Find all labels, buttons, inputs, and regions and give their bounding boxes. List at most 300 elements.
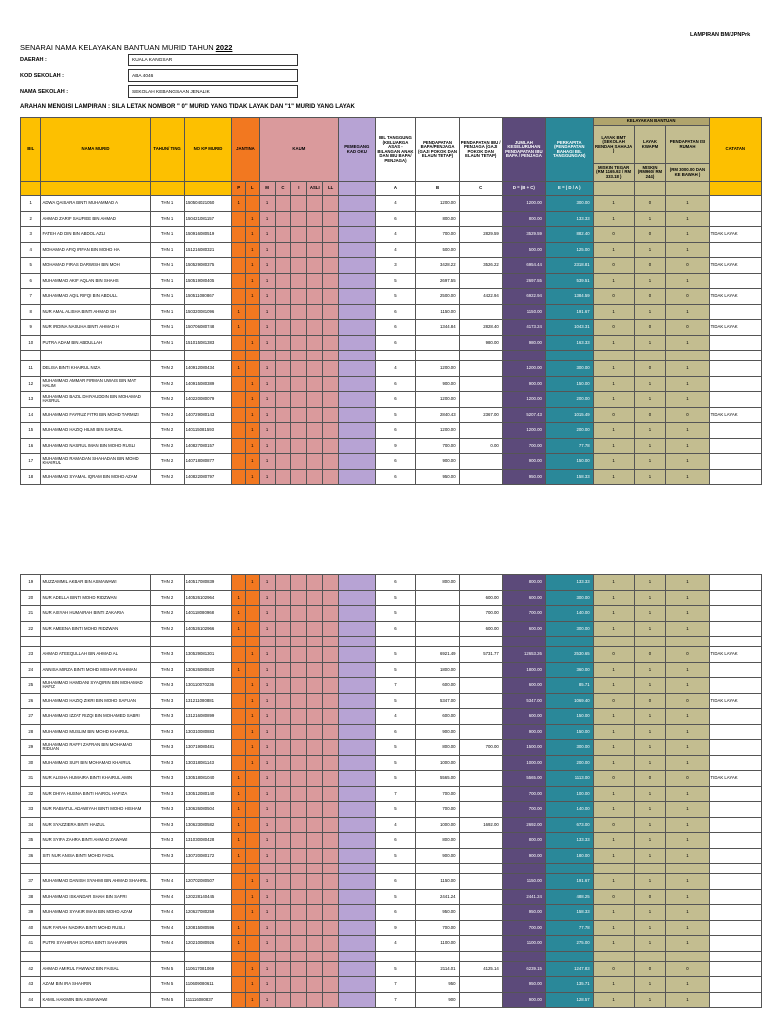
oku-cell bbox=[339, 273, 375, 289]
kaum-c-cell bbox=[275, 273, 291, 289]
kaum-i-cell bbox=[291, 802, 307, 818]
kaum-i-cell bbox=[291, 211, 307, 227]
kaum-i-cell bbox=[291, 755, 307, 771]
jantina-p-cell: 1 bbox=[232, 833, 246, 849]
jantina-l-cell: 1 bbox=[245, 335, 259, 351]
pendapatan-bapa-cell: 5347.00 bbox=[416, 693, 459, 709]
table-row bbox=[21, 454, 762, 470]
kaum-c-cell bbox=[275, 817, 291, 833]
kaum-ll-cell bbox=[323, 647, 339, 663]
jantina-l-cell: 1 bbox=[245, 647, 259, 663]
pendapatan-bapa-cell: 2697.55 bbox=[416, 273, 459, 289]
nama-sekolah-label: NAMA SEKOLAH : bbox=[20, 89, 69, 95]
kaum-ll-cell bbox=[323, 606, 339, 622]
catatan-cell bbox=[709, 905, 761, 921]
layak-kwapm-cell: 1 bbox=[634, 833, 666, 849]
table-row bbox=[21, 273, 762, 289]
table-row bbox=[21, 755, 762, 771]
jantina-l-cell: 1 bbox=[245, 423, 259, 439]
bil-tanggung-cell: 4 bbox=[375, 936, 416, 952]
jantina-p-cell bbox=[232, 905, 246, 921]
bil-cell: 29 bbox=[21, 740, 41, 756]
pendapatan-bapa-cell: 950.00 bbox=[416, 469, 459, 485]
table-row bbox=[21, 361, 762, 377]
kaum-c-cell bbox=[275, 361, 291, 377]
bil-tanggung-cell: 5 bbox=[375, 693, 416, 709]
gap-cell bbox=[666, 637, 709, 647]
jantina-p-cell: 1 bbox=[232, 606, 246, 622]
jantina-p-cell bbox=[232, 874, 246, 890]
kaum-i-cell bbox=[291, 709, 307, 725]
pendapatan-rumah-cell: 0 bbox=[666, 407, 709, 423]
kaum-ll-cell bbox=[323, 407, 339, 423]
layak-bmt-cell: 1 bbox=[593, 724, 634, 740]
layak-bmt-cell: 1 bbox=[593, 848, 634, 864]
pendapatan-rumah-cell: 1 bbox=[666, 273, 709, 289]
bil-tanggung-cell: 4 bbox=[375, 361, 416, 377]
jantina-l-cell bbox=[245, 920, 259, 936]
gap-cell bbox=[232, 864, 246, 874]
jantina-p-cell bbox=[232, 242, 246, 258]
perkapita-cell: 125.00 bbox=[545, 242, 593, 258]
perkapita-cell: 100.00 bbox=[545, 786, 593, 802]
pendapatan-rumah-cell: 1 bbox=[666, 662, 709, 678]
oku-cell bbox=[339, 304, 375, 320]
kaum-ll-cell bbox=[323, 678, 339, 694]
catatan-cell bbox=[709, 304, 761, 320]
jumlah-cell: 1800.00 bbox=[502, 662, 545, 678]
kaum-i-cell bbox=[291, 889, 307, 905]
oku-cell bbox=[339, 709, 375, 725]
jantina-p-cell bbox=[232, 647, 246, 663]
table-row bbox=[21, 320, 762, 336]
pendapatan-ibu-cell bbox=[459, 678, 502, 694]
jumlah-cell: 12653.26 bbox=[502, 647, 545, 663]
nokp-cell: 150504021050 bbox=[184, 196, 232, 212]
oku-cell bbox=[339, 575, 375, 591]
kaum-ll-cell bbox=[323, 786, 339, 802]
kaum-ll-cell bbox=[323, 304, 339, 320]
gap-cell bbox=[275, 951, 291, 961]
gap-cell bbox=[41, 951, 150, 961]
layak-kwapm-cell: 1 bbox=[634, 211, 666, 227]
tahun-cell: THN 1 bbox=[150, 304, 184, 320]
gap-cell bbox=[634, 951, 666, 961]
gap-cell bbox=[232, 351, 246, 361]
table-row bbox=[21, 992, 762, 1008]
nama-cell: KAMIL HAKIMIN BIN ASMAWAWI bbox=[41, 992, 150, 1008]
oku-cell bbox=[339, 647, 375, 663]
nama-cell: MUHAMMAD DANISH SYAHMI BIN AHMAD SHAHRIL bbox=[41, 874, 150, 890]
tahun-cell: THN 3 bbox=[150, 817, 184, 833]
bil-cell: 22 bbox=[21, 621, 41, 637]
catatan-cell bbox=[709, 575, 761, 591]
oku-cell bbox=[339, 423, 375, 439]
bil-tanggung-cell: 6 bbox=[375, 874, 416, 890]
catatan-cell: TIDAK LAYAK bbox=[709, 647, 761, 663]
perkapita-cell: 158.33 bbox=[545, 905, 593, 921]
bil-tanggung-cell: 6 bbox=[375, 724, 416, 740]
kaum-asli-cell bbox=[307, 575, 323, 591]
nokp-cell: 140118080968 bbox=[184, 606, 232, 622]
table-body-2 bbox=[21, 575, 762, 1008]
catatan-cell bbox=[709, 802, 761, 818]
perkapita-cell: 163.33 bbox=[545, 335, 593, 351]
gap-cell bbox=[634, 864, 666, 874]
nama-cell: MUHAMMAD RAFFI ZAFRAN BIN MOHAMAD RIDUAN bbox=[41, 740, 150, 756]
layak-bmt-cell: 1 bbox=[593, 606, 634, 622]
tahun-cell: THN 1 bbox=[150, 227, 184, 243]
jumlah-cell: 1200.00 bbox=[502, 423, 545, 439]
catatan-cell bbox=[709, 606, 761, 622]
perkapita-cell: 128.57 bbox=[545, 992, 593, 1008]
page-title: SENARAI NAMA KELAYAKAN BANTUAN MURID TAHUN 2022 bbox=[20, 43, 233, 52]
catatan-cell bbox=[709, 662, 761, 678]
table-row bbox=[21, 833, 762, 849]
jantina-p-cell bbox=[232, 977, 246, 993]
col-c: C bbox=[275, 182, 291, 196]
oku-cell bbox=[339, 407, 375, 423]
pendapatan-ibu-cell bbox=[459, 575, 502, 591]
kaum-c-cell bbox=[275, 905, 291, 921]
layak-kwapm-cell: 1 bbox=[634, 992, 666, 1008]
perkapita-cell: 133.33 bbox=[545, 575, 593, 591]
nokp-cell: 151216080321 bbox=[184, 242, 232, 258]
kaum-asli-cell bbox=[307, 423, 323, 439]
pendapatan-bapa-cell: 950 bbox=[416, 977, 459, 993]
nama-cell: ADWA QAISARA BINTI MUHAMMAD A bbox=[41, 196, 150, 212]
jantina-l-cell: 1 bbox=[245, 693, 259, 709]
kaum-i-cell bbox=[291, 407, 307, 423]
bil-cell: 44 bbox=[21, 992, 41, 1008]
bil-tanggung-cell: 7 bbox=[375, 786, 416, 802]
bil-tanggung-cell: 4 bbox=[375, 242, 416, 258]
pendapatan-bapa-cell: 500.00 bbox=[416, 242, 459, 258]
pendapatan-bapa-cell: 700.00 bbox=[416, 438, 459, 454]
bil-cell: 30 bbox=[21, 755, 41, 771]
pendapatan-ibu-cell: 0.00 bbox=[459, 438, 502, 454]
jumlah-cell: 950.00 bbox=[502, 905, 545, 921]
gap-cell bbox=[150, 951, 184, 961]
col-e-formula: E = ( D / A ) bbox=[545, 182, 593, 196]
bil-tanggung-cell: 6 bbox=[375, 392, 416, 408]
pendapatan-bapa-cell: 1200.00 bbox=[416, 196, 459, 212]
table-row bbox=[21, 889, 762, 905]
kaum-m-cell: 1 bbox=[259, 936, 275, 952]
kaum-c-cell bbox=[275, 874, 291, 890]
kaum-m-cell: 1 bbox=[259, 647, 275, 663]
oku-cell bbox=[339, 755, 375, 771]
jantina-p-cell bbox=[232, 992, 246, 1008]
pendapatan-rumah-cell: 1 bbox=[666, 786, 709, 802]
kaum-m-cell: 1 bbox=[259, 227, 275, 243]
perkapita-cell: 150.00 bbox=[545, 709, 593, 725]
daerah-label: DAERAH : bbox=[20, 57, 47, 63]
jantina-p-cell: 1 bbox=[232, 848, 246, 864]
catatan-cell bbox=[709, 361, 761, 377]
table-row bbox=[21, 647, 762, 663]
kaum-i-cell bbox=[291, 606, 307, 622]
bil-cell: 33 bbox=[21, 802, 41, 818]
pendapatan-bapa-cell: 1150.00 bbox=[416, 304, 459, 320]
kaum-c-cell bbox=[275, 755, 291, 771]
layak-bmt-cell: 1 bbox=[593, 273, 634, 289]
gap-cell bbox=[339, 864, 375, 874]
bil-tanggung-cell: 6 bbox=[375, 423, 416, 439]
layak-bmt-cell: 1 bbox=[593, 936, 634, 952]
bil-cell: 3 bbox=[21, 227, 41, 243]
layak-bmt-cell: 1 bbox=[593, 211, 634, 227]
kaum-c-cell bbox=[275, 469, 291, 485]
pendapatan-bapa-cell: 600.00 bbox=[416, 709, 459, 725]
layak-bmt-cell: 0 bbox=[593, 817, 634, 833]
kaum-c-cell bbox=[275, 724, 291, 740]
kaum-ll-cell bbox=[323, 273, 339, 289]
bil-tanggung-cell: 4 bbox=[375, 227, 416, 243]
bil-cell: 37 bbox=[21, 874, 41, 890]
oku-cell bbox=[339, 438, 375, 454]
nokp-cell: 131211080881 bbox=[184, 693, 232, 709]
layak-bmt-cell: 1 bbox=[593, 438, 634, 454]
pendapatan-bapa-cell bbox=[416, 335, 459, 351]
jantina-p-cell bbox=[232, 693, 246, 709]
layak-kwapm-cell: 0 bbox=[634, 407, 666, 423]
bil-tanggung-cell: 5 bbox=[375, 273, 416, 289]
nokp-cell: 140526102964 bbox=[184, 590, 232, 606]
pendapatan-ibu-cell: 3526.22 bbox=[459, 258, 502, 274]
gap-cell bbox=[21, 637, 41, 647]
table-row bbox=[21, 335, 762, 351]
oku-cell bbox=[339, 320, 375, 336]
kaum-ll-cell bbox=[323, 196, 339, 212]
pendapatan-ibu-cell bbox=[459, 977, 502, 993]
bil-cell: 23 bbox=[21, 647, 41, 663]
kaum-ll-cell bbox=[323, 320, 339, 336]
layak-kwapm-cell: 1 bbox=[634, 920, 666, 936]
col-pendapatan-bapa: PENDAPATAN BAPA/PENJAGA (GAJI POKOK DAN ELAUN TETAP) bbox=[416, 118, 459, 182]
kaum-ll-cell bbox=[323, 258, 339, 274]
jumlah-cell: 900.00 bbox=[502, 454, 545, 470]
tahun-cell: THN 2 bbox=[150, 361, 184, 377]
jantina-p-cell bbox=[232, 469, 246, 485]
layak-bmt-cell: 1 bbox=[593, 196, 634, 212]
catatan-cell bbox=[709, 621, 761, 637]
kaum-asli-cell bbox=[307, 289, 323, 305]
nokp-cell: 140915080389 bbox=[184, 376, 232, 392]
nama-cell: MUHAMMAD HAZIQ ZIKRI BIN MOHD SAFUAN bbox=[41, 693, 150, 709]
document-header bbox=[0, 0, 768, 120]
tahun-cell: THN 3 bbox=[150, 771, 184, 787]
col-tahun: TAHUN/ TING bbox=[150, 118, 184, 182]
jantina-l-cell: 1 bbox=[245, 376, 259, 392]
pendapatan-rumah-cell: 1 bbox=[666, 992, 709, 1008]
gap-cell bbox=[245, 951, 259, 961]
catatan-cell bbox=[709, 438, 761, 454]
pendapatan-rumah-cell: 1 bbox=[666, 755, 709, 771]
pendapatan-ibu-cell: 4125.14 bbox=[459, 961, 502, 977]
pendapatan-bapa-cell: 700.00 bbox=[416, 920, 459, 936]
kaum-ll-cell bbox=[323, 289, 339, 305]
table-row bbox=[21, 817, 762, 833]
jantina-l-cell bbox=[245, 848, 259, 864]
pendapatan-bapa-cell: 1000.00 bbox=[416, 817, 459, 833]
gap-cell bbox=[339, 637, 375, 647]
kaum-asli-cell bbox=[307, 662, 323, 678]
oku-cell bbox=[339, 848, 375, 864]
col-catatan: CATATAN bbox=[709, 118, 761, 182]
pendapatan-rumah-cell: 1 bbox=[666, 802, 709, 818]
kaum-c-cell bbox=[275, 575, 291, 591]
layak-kwapm-cell: 0 bbox=[634, 289, 666, 305]
perkapita-cell: 1043.31 bbox=[545, 320, 593, 336]
oku-cell bbox=[339, 590, 375, 606]
jantina-p-cell bbox=[232, 755, 246, 771]
oku-cell bbox=[339, 992, 375, 1008]
kaum-c-cell bbox=[275, 196, 291, 212]
gap-cell bbox=[150, 864, 184, 874]
bil-cell: 25 bbox=[21, 678, 41, 694]
kaum-m-cell: 1 bbox=[259, 662, 275, 678]
tahun-cell: THN 3 bbox=[150, 740, 184, 756]
kaum-c-cell bbox=[275, 786, 291, 802]
nokp-cell: 150511080867 bbox=[184, 289, 232, 305]
bil-cell: 32 bbox=[21, 786, 41, 802]
table-row bbox=[21, 621, 762, 637]
kaum-i-cell bbox=[291, 273, 307, 289]
table-row bbox=[21, 802, 762, 818]
nokp-cell: 130310080883 bbox=[184, 724, 232, 740]
table-row bbox=[21, 740, 762, 756]
pendapatan-ibu-cell bbox=[459, 469, 502, 485]
tahun-cell: THN 1 bbox=[150, 258, 184, 274]
bil-tanggung-cell: 5 bbox=[375, 590, 416, 606]
gap-cell bbox=[150, 637, 184, 647]
gap-cell bbox=[291, 951, 307, 961]
layak-kwapm-cell: 1 bbox=[634, 817, 666, 833]
kaum-ll-cell bbox=[323, 693, 339, 709]
bil-cell: 11 bbox=[21, 361, 41, 377]
col-ll: LL bbox=[323, 182, 339, 196]
bil-cell: 40 bbox=[21, 920, 41, 936]
layak-kwapm-cell: 1 bbox=[634, 848, 666, 864]
nama-cell: NUR SYIFA ZAHRA BINTI AHMAD ZAWAWI bbox=[41, 833, 150, 849]
catatan-cell: TIDAK LAYAK bbox=[709, 320, 761, 336]
nokp-cell: 131030080428 bbox=[184, 833, 232, 849]
layak-bmt-cell: 1 bbox=[593, 874, 634, 890]
gap-cell bbox=[593, 637, 634, 647]
jantina-p-cell bbox=[232, 227, 246, 243]
layak-kwapm-cell: 1 bbox=[634, 376, 666, 392]
kaum-m-cell: 1 bbox=[259, 454, 275, 470]
nama-cell: MUHAMMAD ISKANDAR SHAH BIN SAFRI bbox=[41, 889, 150, 905]
perkapita-cell: 300.00 bbox=[545, 590, 593, 606]
pendapatan-ibu-cell bbox=[459, 936, 502, 952]
bil-cell: 15 bbox=[21, 423, 41, 439]
bil-cell: 38 bbox=[21, 889, 41, 905]
nokp-cell: 110617081069 bbox=[184, 961, 232, 977]
kaum-i-cell bbox=[291, 817, 307, 833]
kaum-m-cell: 1 bbox=[259, 678, 275, 694]
layak-bmt-cell: 1 bbox=[593, 833, 634, 849]
layak-bmt-cell: 1 bbox=[593, 662, 634, 678]
kaum-i-cell bbox=[291, 575, 307, 591]
gap-cell bbox=[416, 351, 459, 361]
kaum-m-cell: 1 bbox=[259, 438, 275, 454]
pendapatan-bapa-cell: 600.00 bbox=[416, 678, 459, 694]
tahun-cell: THN 4 bbox=[150, 889, 184, 905]
pendapatan-bapa-cell: 900.00 bbox=[416, 376, 459, 392]
tahun-cell: THN 4 bbox=[150, 905, 184, 921]
layak-kwapm-cell: 1 bbox=[634, 724, 666, 740]
pendapatan-bapa-cell: 900.00 bbox=[416, 454, 459, 470]
bil-cell: 5 bbox=[21, 258, 41, 274]
layak-bmt-cell: 1 bbox=[593, 740, 634, 756]
jantina-l-cell: 1 bbox=[245, 740, 259, 756]
layak-bmt-cell: 0 bbox=[593, 407, 634, 423]
gap-cell bbox=[545, 637, 593, 647]
kaum-m-cell: 1 bbox=[259, 575, 275, 591]
gap-cell bbox=[459, 637, 502, 647]
jantina-p-cell: 1 bbox=[232, 621, 246, 637]
catatan-cell bbox=[709, 889, 761, 905]
bil-tanggung-cell: 6 bbox=[375, 320, 416, 336]
perkapita-cell: 1015.49 bbox=[545, 407, 593, 423]
catatan-cell bbox=[709, 211, 761, 227]
jumlah-cell: 700.00 bbox=[502, 786, 545, 802]
gap-cell bbox=[259, 351, 275, 361]
kaum-m-cell: 1 bbox=[259, 469, 275, 485]
gap-cell bbox=[323, 864, 339, 874]
col-c-label: C bbox=[459, 182, 502, 196]
pendapatan-bapa-cell: 1150.00 bbox=[416, 874, 459, 890]
gap-cell bbox=[184, 864, 232, 874]
jantina-p-cell bbox=[232, 438, 246, 454]
col-m: M bbox=[259, 182, 275, 196]
jumlah-cell: 800.00 bbox=[502, 833, 545, 849]
kaum-ll-cell bbox=[323, 848, 339, 864]
jumlah-cell: 950.00 bbox=[502, 977, 545, 993]
kaum-asli-cell bbox=[307, 693, 323, 709]
tahun-cell: THN 2 bbox=[150, 392, 184, 408]
gap-cell bbox=[339, 951, 375, 961]
kaum-m-cell: 1 bbox=[259, 590, 275, 606]
catatan-cell bbox=[709, 392, 761, 408]
jumlah-cell: 700.00 bbox=[502, 606, 545, 622]
bil-cell: 26 bbox=[21, 693, 41, 709]
pendapatan-bapa-cell: 1200.00 bbox=[416, 423, 459, 439]
kaum-c-cell bbox=[275, 992, 291, 1008]
kaum-m-cell: 1 bbox=[259, 335, 275, 351]
bil-tanggung-cell: 5 bbox=[375, 771, 416, 787]
gap-cell bbox=[375, 351, 416, 361]
kaum-i-cell bbox=[291, 833, 307, 849]
gap-cell bbox=[21, 864, 41, 874]
pendapatan-bapa-cell: 1200.00 bbox=[416, 392, 459, 408]
kaum-m-cell: 1 bbox=[259, 920, 275, 936]
pendapatan-rumah-cell: 1 bbox=[666, 423, 709, 439]
gap-cell bbox=[666, 951, 709, 961]
jantina-p-cell bbox=[232, 407, 246, 423]
gap-cell bbox=[259, 864, 275, 874]
kaum-asli-cell bbox=[307, 304, 323, 320]
bil-cell: 17 bbox=[21, 454, 41, 470]
bil-tanggung-cell: 5 bbox=[375, 606, 416, 622]
nama-cell: MUHAMMAD RAMADAN SHAHADAN BIN MOHD KHAIRUL bbox=[41, 454, 150, 470]
oku-cell bbox=[339, 678, 375, 694]
jantina-l-cell bbox=[245, 196, 259, 212]
kaum-i-cell bbox=[291, 392, 307, 408]
bil-cell: 6 bbox=[21, 273, 41, 289]
